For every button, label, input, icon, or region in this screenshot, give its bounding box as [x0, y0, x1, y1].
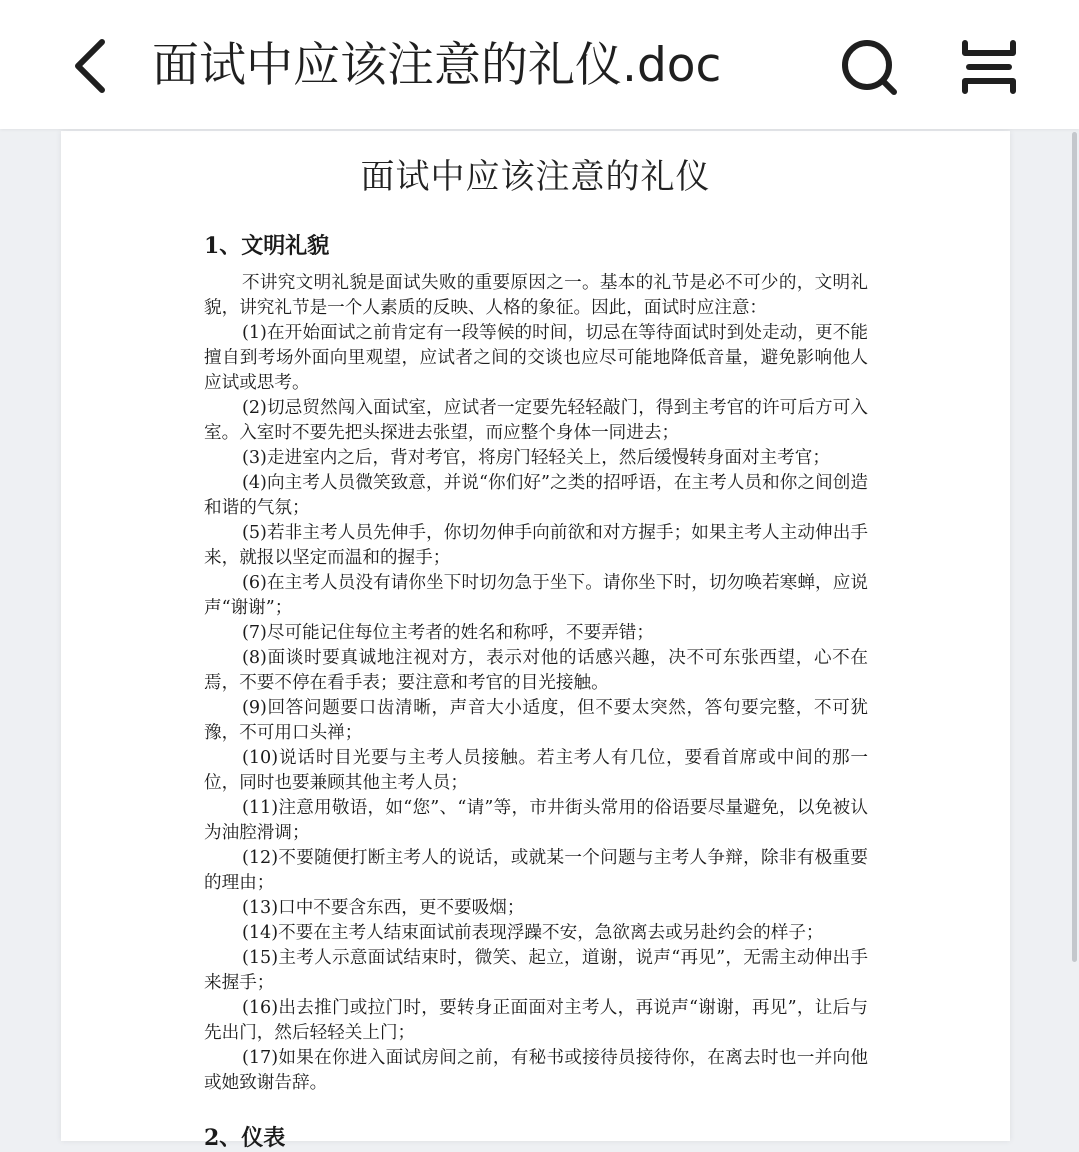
paragraph-item: (3)走进室内之后，背对考官，将房门轻轻关上，然后缓慢转身面对主考官； [242, 448, 830, 468]
menu-button[interactable] [956, 34, 1022, 100]
document-page [61, 131, 1010, 1151]
paragraph-item: (2)切忌贸然闯入面试室，应试者一定要先轻轻敲门，得到主考官的许可后方可入室。入室时不要先把头探进去张望，而应整个身体一同进去； [204, 398, 868, 443]
back-button[interactable] [58, 30, 122, 102]
document-title: 面试中应该注意的礼仪.doc [152, 38, 722, 93]
paragraph-item: (1)在开始面试之前肯定有一段等候的时间，切忌在等待面试时到处走动，更不能擅自到考场外面向里观望，应试者之间的交谈也应尽可能地降低音量，避免影响他人应试或思考。 [204, 323, 868, 393]
paragraph-intro: 不讲究文明礼貌是面试失败的重要原因之一。基本的礼节是必不可少的，文明礼貌，讲究礼节是一个人素质的反映、人格的象征。因此，面试时应注意： [204, 273, 868, 318]
paragraph-item: (15)主考人示意面试结束时，微笑、起立，道谢，说声“再见”，无需主动伸出手来握手； [204, 948, 868, 993]
paragraph-item: (8)面谈时要真诚地注视对方，表示对他的话感兴趣，决不可东张西望，心不在焉，不要不停在看手表；要注意和考官的目光接触。 [204, 648, 868, 693]
paragraph-item: (17)如果在你进入面试房间之前，有秘书或接待员接待你，在离去时也一并向他或她致谢告辞。 [204, 1048, 868, 1093]
scrollbar[interactable] [1072, 132, 1077, 962]
next-section-heading: 2、仪表 [204, 1125, 286, 1151]
paragraph-item: (9)回答问题要口齿清晰，声音大小适度，但不要太突然，答句要完整，不可犹豫，不可用口头禅； [204, 698, 868, 743]
page-title: 面试中应该注意的礼仪 [360, 157, 711, 197]
section-heading: 1、文明礼貌 [204, 233, 330, 259]
paragraph-item: (12)不要随便打断主考人的说话，或就某一个问题与主考人争辩，除非有极重要的理由； [204, 848, 868, 893]
paragraph-item: (4)向主考人员微笑致意，并说“你们好”之类的招呼语，在主考人员和你之间创造和谐的气氛； [204, 473, 868, 518]
paragraph-item: (6)在主考人员没有请你坐下时切勿急于坐下。请你坐下时，切勿唤若寒蝉，应说声“谢谢”； [204, 573, 868, 618]
paragraph-item: (5)若非主考人员先伸手，你切勿伸手向前欲和对方握手；如果主考人主动伸出手来，就报以坚定而温和的握手； [204, 523, 868, 568]
chevron-left-icon [70, 36, 110, 96]
document-body [204, 271, 868, 1096]
menu-icon [959, 37, 1019, 97]
paragraph-item: (13)口中不要含东西，更不要吸烟； [242, 898, 525, 918]
paragraph-item: (14)不要在主考人结束面试前表现浮躁不安，急欲离去或另赴约会的样子； [242, 923, 824, 943]
paragraph-item: (11)注意用敬语，如“您”、“请”等，市井街头常用的俗语要尽量避免，以免被认为油腔滑调； [204, 798, 868, 843]
search-button[interactable] [836, 34, 902, 100]
search-icon [839, 37, 899, 97]
paragraph-item: (10)说话时目光要与主考人员接触。若主考人有几位，要看首席或中间的那一位，同时也要兼顾其他主考人员； [204, 748, 868, 793]
paragraph-item: (7)尽可能记住每位主考者的姓名和称呼，不要弄错； [242, 623, 654, 643]
document-viewer[interactable] [0, 129, 1079, 1151]
top-app-bar [0, 0, 1079, 129]
paragraph-item: (16)出去推门或拉门时，要转身正面面对主考人，再说声“谢谢，再见”，让后与先出门，然后轻轻关上门； [204, 998, 868, 1043]
